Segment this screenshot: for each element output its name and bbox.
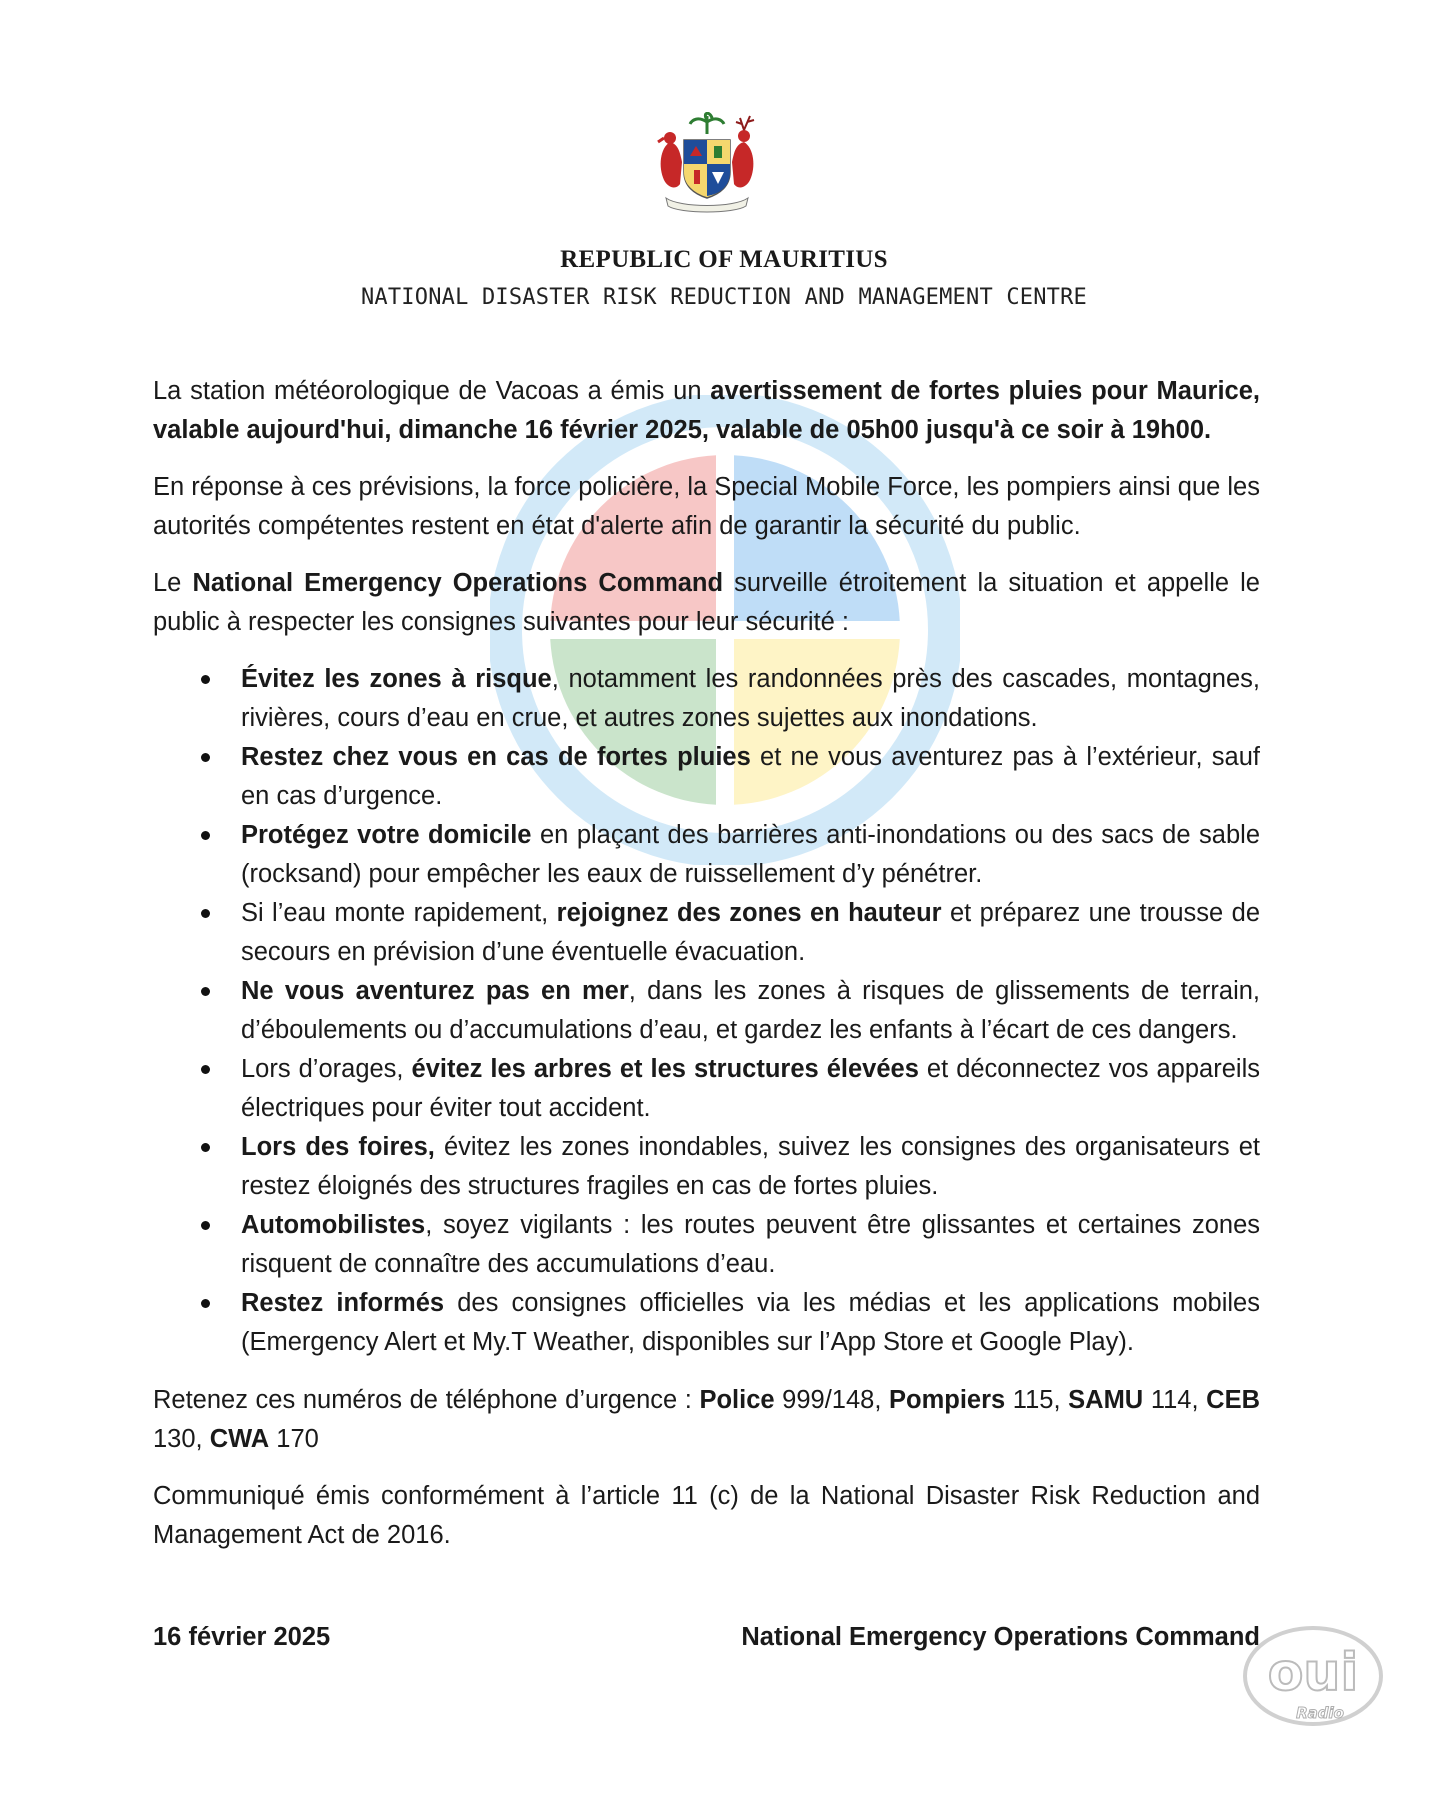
item-bold-text: Restez chez vous en cas de fortes pluies: [241, 743, 751, 771]
police-label: Police: [699, 1386, 775, 1414]
item-bold-text: Protégez votre domicile: [241, 821, 532, 849]
command-text-start: Le: [153, 569, 193, 597]
command-paragraph: [153, 564, 1260, 641]
emergency-intro: Retenez ces numéros de téléphone d’urgence :: [153, 1386, 700, 1414]
logo-word: oui: [1267, 1643, 1359, 1703]
samu-number: 114,: [1143, 1386, 1207, 1414]
warning-paragraph: [153, 372, 1260, 449]
item-bold-text: évitez les arbres et les structures élevées: [411, 1055, 919, 1083]
list-item: [153, 1284, 1260, 1361]
item-text: et déconnectez vos appareils électriques pour éviter tout accident.: [241, 1055, 1260, 1122]
bullet-icon: [201, 1065, 210, 1074]
item-text: évitez les zones inondables, suivez les consignes des organisateurs et restez éloignés des structures fragiles en cas de fortes pluies.: [241, 1133, 1260, 1200]
item-text: des consignes officielles via les médias et les applications mobiles (Emergency Alert et My.T Weather, disponibles sur l’App Store et Google Play).: [241, 1289, 1260, 1356]
emergency-numbers-paragraph: [153, 1381, 1260, 1458]
item-text: et préparez une trousse de secours en prévision d’une éventuelle évacuation.: [241, 899, 1260, 966]
pompiers-number: 115,: [1005, 1386, 1061, 1414]
bullet-icon: [201, 1143, 210, 1152]
list-item: [153, 1128, 1260, 1205]
bullet-icon: [201, 1221, 210, 1230]
signature: National Emergency Operations Command: [741, 1623, 1260, 1651]
item-text: en plaçant des barrières anti-inondations ou des sacs de sable (rocksand) pour empêcher les eaux de ruissellement d’y pénétrer.: [241, 821, 1260, 888]
item-bold-text: Évitez les zones à risque: [241, 665, 552, 693]
item-bold-text: Ne vous aventurez pas en mer: [241, 977, 629, 1005]
item-bold-text: Lors des foires,: [241, 1133, 435, 1161]
police-number: 999/148,: [774, 1386, 889, 1414]
ceb-label: CEB: [1206, 1386, 1260, 1414]
bullet-icon: [201, 753, 210, 762]
cwa-label: CWA: [209, 1424, 270, 1453]
samu-label: SAMU: [1068, 1386, 1144, 1414]
list-item: [153, 972, 1260, 1049]
item-text: Lors d’orages,: [241, 1055, 412, 1083]
list-item: [153, 1050, 1260, 1127]
command-text-end: surveille étroitement la situation et appelle le public à respecter les consignes suivantes pour leur sécurité :: [153, 569, 1260, 636]
response-paragraph: En réponse à ces prévisions, la force policière, la Special Mobile Force, les pompiers ainsi que les autorités compétentes restent en état d'alerte afin de garantir la sécurité du public.: [153, 473, 1260, 540]
bullet-icon: [201, 675, 210, 684]
item-text: Si l’eau monte rapidement,: [241, 899, 557, 927]
bullet-icon: [201, 909, 210, 918]
warning-bold-text: avertissement de fortes pluies pour Maurice, valable aujourd'hui, dimanche 16 février 2025, valable de 05h00 jusqu'à ce soir à 19h00.: [153, 377, 1260, 444]
oui-radio-logo-icon: [1238, 1620, 1388, 1732]
item-bold-text: Restez informés: [241, 1289, 445, 1317]
bullet-icon: [201, 987, 210, 996]
list-item: [153, 1206, 1260, 1283]
list-item: [153, 894, 1260, 971]
issue-date: 16 février 2025: [153, 1623, 331, 1651]
logo-sub: Radio: [1296, 1704, 1344, 1722]
item-text: , notamment les randonnées près des cascades, montagnes, rivières, cours d’eau en crue, et autres zones sujettes aux inondations.: [241, 665, 1260, 732]
list-item: [153, 660, 1260, 737]
pompiers-label: Pompiers: [889, 1386, 1006, 1414]
command-name: National Emergency Operations Command: [192, 569, 724, 597]
communique-body: [153, 372, 1260, 1573]
republic-heading: REPUBLIC OF MAURITIUS: [560, 246, 888, 273]
centre-heading: NATIONAL DISASTER RISK REDUCTION AND MANAGEMENT CENTRE: [360, 285, 1088, 310]
warning-text: La station météorologique de Vacoas a émis un: [153, 377, 711, 405]
item-text: et ne vous aventurez pas à l’extérieur, sauf en cas d’urgence.: [241, 743, 1260, 810]
item-text: , dans les zones à risques de glissements de terrain, d’éboulements ou d’accumulations d’eau, et gardez les enfants à l’écart de ces dangers.: [241, 977, 1260, 1044]
list-item: [153, 738, 1260, 815]
item-bold-text: Automobilistes: [241, 1211, 426, 1239]
list-item: [153, 816, 1260, 893]
cwa-number: 170: [269, 1424, 319, 1453]
bullet-icon: [201, 1299, 210, 1308]
ceb-number: 130,: [153, 1424, 210, 1453]
item-text: , soyez vigilants : les routes peuvent être glissantes et certaines zones risquent de connaître des accumulations d’eau.: [241, 1211, 1260, 1278]
bullet-icon: [201, 831, 210, 840]
legal-reference-paragraph: Communiqué émis conformément à l’article 11 (c) de la National Disaster Risk Reduction and Management Act de 2016.: [153, 1482, 1260, 1549]
safety-instructions-list: [153, 660, 1260, 1361]
item-bold-text: rejoignez des zones en hauteur: [556, 899, 942, 927]
mauritius-coat-of-arms-icon: [650, 112, 765, 214]
